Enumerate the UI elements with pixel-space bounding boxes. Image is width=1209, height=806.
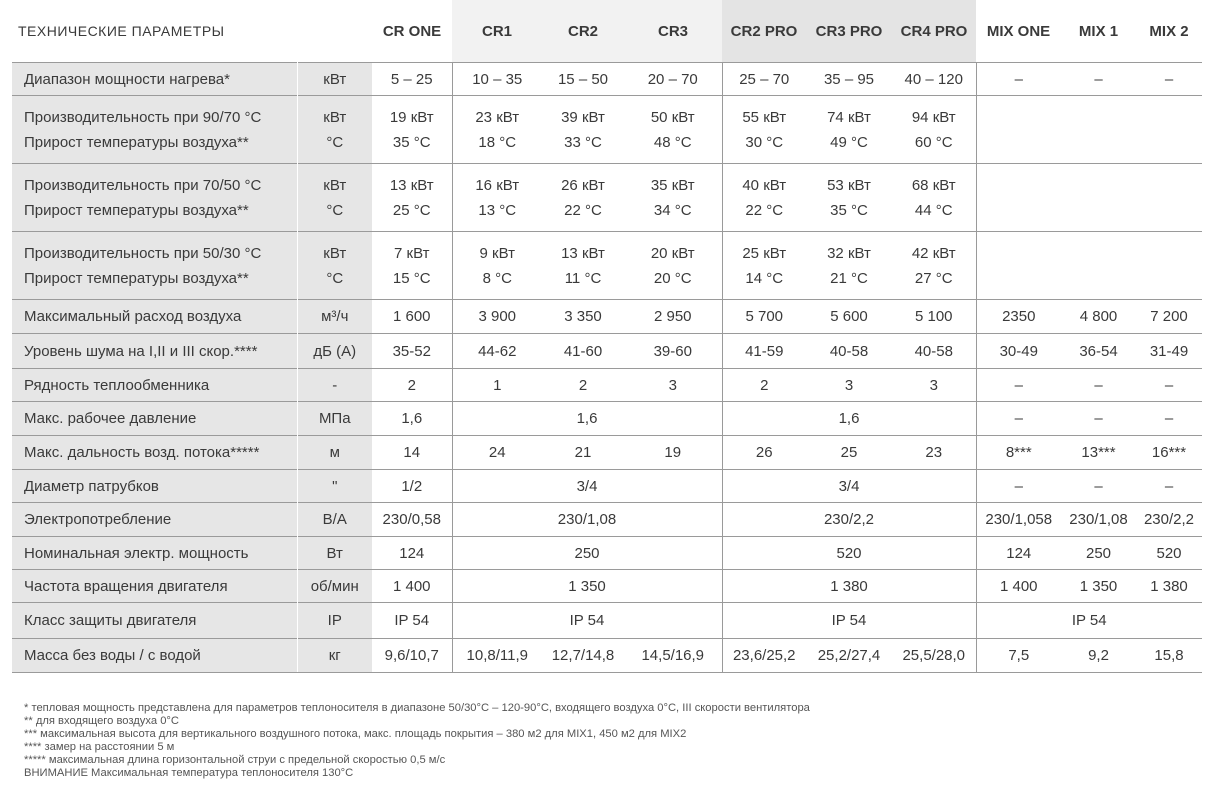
- footnote: **** замер на расстоянии 5 м: [24, 741, 175, 753]
- cell: –: [976, 402, 1061, 436]
- cell-line: 11 °C: [564, 269, 602, 287]
- cell: 41-60: [542, 334, 624, 369]
- row-unit: [297, 164, 372, 232]
- table-title: ТЕХНИЧЕСКИЕ ПАРАМЕТРЫ: [18, 23, 225, 39]
- row-label-line: Производительность при 70/50 °C: [24, 176, 262, 194]
- cell: 230/0,58: [372, 503, 452, 537]
- cell: 25,5/28,0: [892, 639, 976, 673]
- cell: [372, 232, 452, 300]
- table-row: [12, 96, 1202, 164]
- cell: 2: [542, 369, 624, 402]
- cell: 25,2/27,4: [806, 639, 892, 673]
- cell: 1 400: [976, 570, 1061, 603]
- table-row: [12, 639, 1202, 673]
- cell: 9,6/10,7: [372, 639, 452, 673]
- merged-cell: 1 380: [722, 570, 976, 603]
- row-unit: IP: [297, 603, 372, 639]
- row-unit: Вт: [297, 537, 372, 570]
- cell: –: [976, 369, 1061, 402]
- footnote: ** для входящего воздуха 0°C: [24, 715, 179, 727]
- footnote: * тепловая мощность представлена для параметров теплоносителя в диапазоне 50/30°C – 120-90°C, входящего воздуха 0°C, III скорости вентилятора: [24, 702, 810, 714]
- cell-line: 53 кВт: [827, 176, 871, 194]
- row-unit: кг: [297, 639, 372, 673]
- row-unit: МПа: [297, 402, 372, 436]
- spec-table-wrapper: [12, 0, 1202, 673]
- row-unit: [297, 232, 372, 300]
- cell: 15 – 50: [542, 63, 624, 96]
- cell: [542, 232, 624, 300]
- row-label: [12, 96, 297, 164]
- row-label: Диаметр патрубков: [12, 470, 297, 503]
- cell: 40-58: [806, 334, 892, 369]
- cell: [722, 232, 806, 300]
- cell-line: 44 °C: [914, 201, 953, 219]
- cell: 4 800: [1061, 300, 1136, 334]
- cell: 3: [892, 369, 976, 402]
- unit-line: кВт: [323, 244, 347, 262]
- row-unit: ": [297, 470, 372, 503]
- table-row: [12, 570, 1202, 603]
- cell: –: [1136, 470, 1202, 503]
- cell: [452, 96, 542, 164]
- merged-cell: 520: [722, 537, 976, 570]
- cell: 25 – 70: [722, 63, 806, 96]
- row-unit: кВт: [297, 63, 372, 96]
- cell: 35 – 95: [806, 63, 892, 96]
- cell-line: 30 °C: [745, 133, 784, 151]
- merged-cell: 1,6: [452, 402, 722, 436]
- cell: [722, 164, 806, 232]
- cell: 230/1,058: [976, 503, 1061, 537]
- row-label: Частота вращения двигателя: [12, 570, 297, 603]
- cell-line: 13 кВт: [389, 176, 434, 194]
- cell: 520: [1136, 537, 1202, 570]
- row-label-line: Прирост температуры воздуха**: [24, 133, 249, 151]
- cell: –: [1136, 402, 1202, 436]
- row-label: Макс. рабочее давление: [12, 402, 297, 436]
- cell-line: 18 °C: [478, 133, 517, 151]
- cell: [372, 96, 452, 164]
- row-label: Максимальный расход воздуха: [12, 300, 297, 334]
- cell: [452, 232, 542, 300]
- cell: 31-49: [1136, 334, 1202, 369]
- table-row: [12, 436, 1202, 470]
- cell: [892, 164, 976, 232]
- cell: –: [1061, 470, 1136, 503]
- cell-line: 33 °C: [564, 133, 602, 151]
- cell: 230/1,08: [1061, 503, 1136, 537]
- cell: 7,5: [976, 639, 1061, 673]
- merged-cell: 1 350: [452, 570, 722, 603]
- cell-line: 34 °C: [653, 201, 692, 219]
- merged-cell: IP 54: [452, 603, 722, 639]
- cell: –: [1061, 63, 1136, 96]
- header-row: [12, 0, 1202, 63]
- cell: [624, 164, 722, 232]
- cell-line: 8 °C: [482, 269, 512, 287]
- row-unit: м³/ч: [297, 300, 372, 334]
- table-row: [12, 63, 1202, 96]
- cell: 2: [372, 369, 452, 402]
- cell: 124: [372, 537, 452, 570]
- cell-line: 48 °C: [653, 133, 692, 151]
- cell: [452, 164, 542, 232]
- cell-line: 35 кВт: [650, 176, 695, 194]
- cell: 13***: [1061, 436, 1136, 470]
- row-unit: м: [297, 436, 372, 470]
- row-unit: [297, 96, 372, 164]
- row-label: Номинальная электр. мощность: [12, 537, 297, 570]
- cell: 24: [452, 436, 542, 470]
- row-label: [12, 232, 297, 300]
- cell: 5 700: [722, 300, 806, 334]
- cell: 124: [976, 537, 1061, 570]
- cell-line: 14 °C: [745, 269, 784, 287]
- table-row: [12, 402, 1202, 436]
- cell: 40 – 120: [892, 63, 976, 96]
- cell: [806, 96, 892, 164]
- empty-cell: [976, 232, 1202, 300]
- cell: 12,7/14,8: [542, 639, 624, 673]
- cell: 5 600: [806, 300, 892, 334]
- cell: 41-59: [722, 334, 806, 369]
- unit-line: °C: [326, 269, 344, 287]
- cell: 20 – 70: [624, 63, 722, 96]
- cell: [892, 96, 976, 164]
- cell: [624, 96, 722, 164]
- cell: [806, 232, 892, 300]
- cell: –: [1061, 369, 1136, 402]
- cell: 7 200: [1136, 300, 1202, 334]
- cell: 5 100: [892, 300, 976, 334]
- cell-line: 42 кВт: [911, 244, 956, 262]
- cell: –: [1136, 369, 1202, 402]
- cell: [892, 232, 976, 300]
- table-row: [12, 232, 1202, 300]
- table-row: [12, 334, 1202, 369]
- cell: 1/2: [372, 470, 452, 503]
- cell-line: 20 °C: [653, 269, 692, 287]
- cell-line: 23 кВт: [475, 108, 520, 126]
- cell-line: 16 кВт: [475, 176, 520, 194]
- empty-cell: [976, 96, 1202, 164]
- cell-line: 26 кВт: [561, 176, 605, 194]
- footnote: ВНИМАНИЕ Максимальная температура теплоносителя 130°C: [24, 767, 354, 779]
- row-unit: об/мин: [297, 570, 372, 603]
- cell: 23,6/25,2: [722, 639, 806, 673]
- cell-line: 94 кВт: [911, 108, 956, 126]
- cell: 19: [624, 436, 722, 470]
- model-header: CR4 PRO: [892, 0, 976, 63]
- cell: 39-60: [624, 334, 722, 369]
- cell: [624, 232, 722, 300]
- unit-line: °C: [326, 201, 344, 219]
- model-header: CR2 PRO: [722, 0, 806, 63]
- cell: 3: [624, 369, 722, 402]
- cell-line: 7 кВт: [394, 244, 430, 262]
- row-label: Класс защиты двигателя: [12, 603, 297, 639]
- cell: 3: [806, 369, 892, 402]
- cell-line: 22 °C: [564, 201, 602, 219]
- cell: [542, 164, 624, 232]
- cell: 14,5/16,9: [624, 639, 722, 673]
- cell-line: 13 кВт: [561, 244, 605, 262]
- table-row: [12, 470, 1202, 503]
- cell-line: 39 кВт: [561, 108, 605, 126]
- cell-line: 60 °C: [914, 133, 953, 151]
- unit-line: °C: [326, 133, 344, 151]
- row-label-line: Прирост температуры воздуха**: [24, 269, 249, 287]
- cell: –: [976, 63, 1061, 96]
- cell: –: [976, 470, 1061, 503]
- model-header: CR3: [624, 0, 722, 63]
- cell-line: 35 °C: [830, 201, 868, 219]
- row-label-line: Производительность при 50/30 °C: [24, 244, 262, 262]
- cell: 3 350: [542, 300, 624, 334]
- merged-cell: IP 54: [722, 603, 976, 639]
- model-header: MIX ONE: [986, 22, 1051, 40]
- cell: 1,6: [372, 402, 452, 436]
- merged-cell: 3/4: [452, 470, 722, 503]
- model-header: CR ONE: [382, 22, 442, 40]
- cell-line: 32 кВт: [827, 244, 871, 262]
- cell: 1 400: [372, 570, 452, 603]
- cell: 21: [542, 436, 624, 470]
- merged-cell: 1,6: [722, 402, 976, 436]
- cell-line: 68 кВт: [911, 176, 956, 194]
- table-row: [12, 369, 1202, 402]
- cell: IP 54: [372, 603, 452, 639]
- cell-line: 21 °C: [830, 269, 868, 287]
- cell: [806, 164, 892, 232]
- cell: 3 900: [452, 300, 542, 334]
- row-unit: -: [297, 369, 372, 402]
- cell: 44-62: [452, 334, 542, 369]
- cell-line: 50 кВт: [650, 108, 695, 126]
- row-unit: дБ (А): [297, 334, 372, 369]
- table-row: [12, 537, 1202, 570]
- cell: 35-52: [372, 334, 452, 369]
- cell: 2350: [976, 300, 1061, 334]
- merged-cell: 250: [452, 537, 722, 570]
- cell-line: 27 °C: [914, 269, 953, 287]
- table-row: [12, 603, 1202, 639]
- cell-line: 40 кВт: [742, 176, 787, 194]
- cell: [542, 96, 624, 164]
- row-label: Масса без воды / с водой: [12, 639, 297, 673]
- cell: 9,2: [1061, 639, 1136, 673]
- cell: 1 380: [1136, 570, 1202, 603]
- row-label: Диапазон мощности нагрева*: [12, 63, 297, 96]
- cell-line: 15 °C: [392, 269, 431, 287]
- cell: 8***: [976, 436, 1061, 470]
- row-label-line: Производительность при 90/70 °C: [24, 108, 262, 126]
- cell: 1 600: [372, 300, 452, 334]
- row-label: [12, 164, 297, 232]
- cell: 230/2,2: [1136, 503, 1202, 537]
- cell: 5 – 25: [372, 63, 452, 96]
- unit-line: кВт: [323, 108, 347, 126]
- cell: 23: [892, 436, 976, 470]
- cell: 40-58: [892, 334, 976, 369]
- cell: 2: [722, 369, 806, 402]
- cell: 1: [452, 369, 542, 402]
- cell-line: 13 °C: [478, 201, 517, 219]
- model-header: CR2: [542, 0, 624, 63]
- model-header: CR3 PRO: [806, 0, 892, 63]
- cell: 10,8/11,9: [452, 639, 542, 673]
- row-label: Уровень шума на I,II и III скор.****: [12, 334, 297, 369]
- cell-line: 49 °C: [830, 133, 868, 151]
- cell: 250: [1061, 537, 1136, 570]
- cell: 10 – 35: [452, 63, 542, 96]
- table-row: [12, 164, 1202, 232]
- cell: –: [1136, 63, 1202, 96]
- row-label-line: Прирост температуры воздуха**: [24, 201, 249, 219]
- cell: 30-49: [976, 334, 1061, 369]
- empty-cell: [976, 164, 1202, 232]
- cell: 16***: [1136, 436, 1202, 470]
- cell-line: 55 кВт: [742, 108, 787, 126]
- table-row: [12, 300, 1202, 334]
- model-header: CR1: [452, 0, 542, 63]
- cell-line: 20 кВт: [650, 244, 695, 262]
- row-label: Рядность теплообменника: [12, 369, 297, 402]
- cell: 26: [722, 436, 806, 470]
- cell-line: 35 °C: [392, 133, 431, 151]
- model-header: MIX 1: [1078, 22, 1119, 40]
- cell-line: 9 кВт: [479, 244, 515, 262]
- cell: 25: [806, 436, 892, 470]
- table-row: [12, 503, 1202, 537]
- cell: 36-54: [1061, 334, 1136, 369]
- footnote: *** максимальная высота для вертикального воздушного потока, макс. площадь покрытия – 380 м2 для MIX1, 450 м2 для MIX2: [24, 728, 687, 740]
- cell-line: 74 кВт: [827, 108, 871, 126]
- cell: [722, 96, 806, 164]
- cell: 1 350: [1061, 570, 1136, 603]
- cell: 14: [372, 436, 452, 470]
- row-label: Макс. дальность возд. потока*****: [12, 436, 297, 470]
- row-unit: В/А: [297, 503, 372, 537]
- cell-line: 22 °C: [745, 201, 784, 219]
- merged-cell: 3/4: [722, 470, 976, 503]
- model-header: MIX 2: [1149, 22, 1189, 40]
- merged-cell: 230/2,2: [722, 503, 976, 537]
- footnote: ***** максимальная длина горизонтальной струи с предельной скоростью 0,5 м/с: [24, 754, 446, 766]
- technical-parameters-table: [12, 0, 1202, 673]
- cell: [372, 164, 452, 232]
- cell: 15,8: [1136, 639, 1202, 673]
- unit-line: кВт: [323, 176, 347, 194]
- merged-cell: IP 54: [976, 603, 1202, 639]
- cell-line: 25 °C: [392, 201, 431, 219]
- footnotes: [24, 702, 810, 780]
- row-label: Электропотребление: [12, 503, 297, 537]
- cell: 2 950: [624, 300, 722, 334]
- cell-line: 19 кВт: [389, 108, 434, 126]
- merged-cell: 230/1,08: [452, 503, 722, 537]
- cell: –: [1061, 402, 1136, 436]
- cell-line: 25 кВт: [742, 244, 787, 262]
